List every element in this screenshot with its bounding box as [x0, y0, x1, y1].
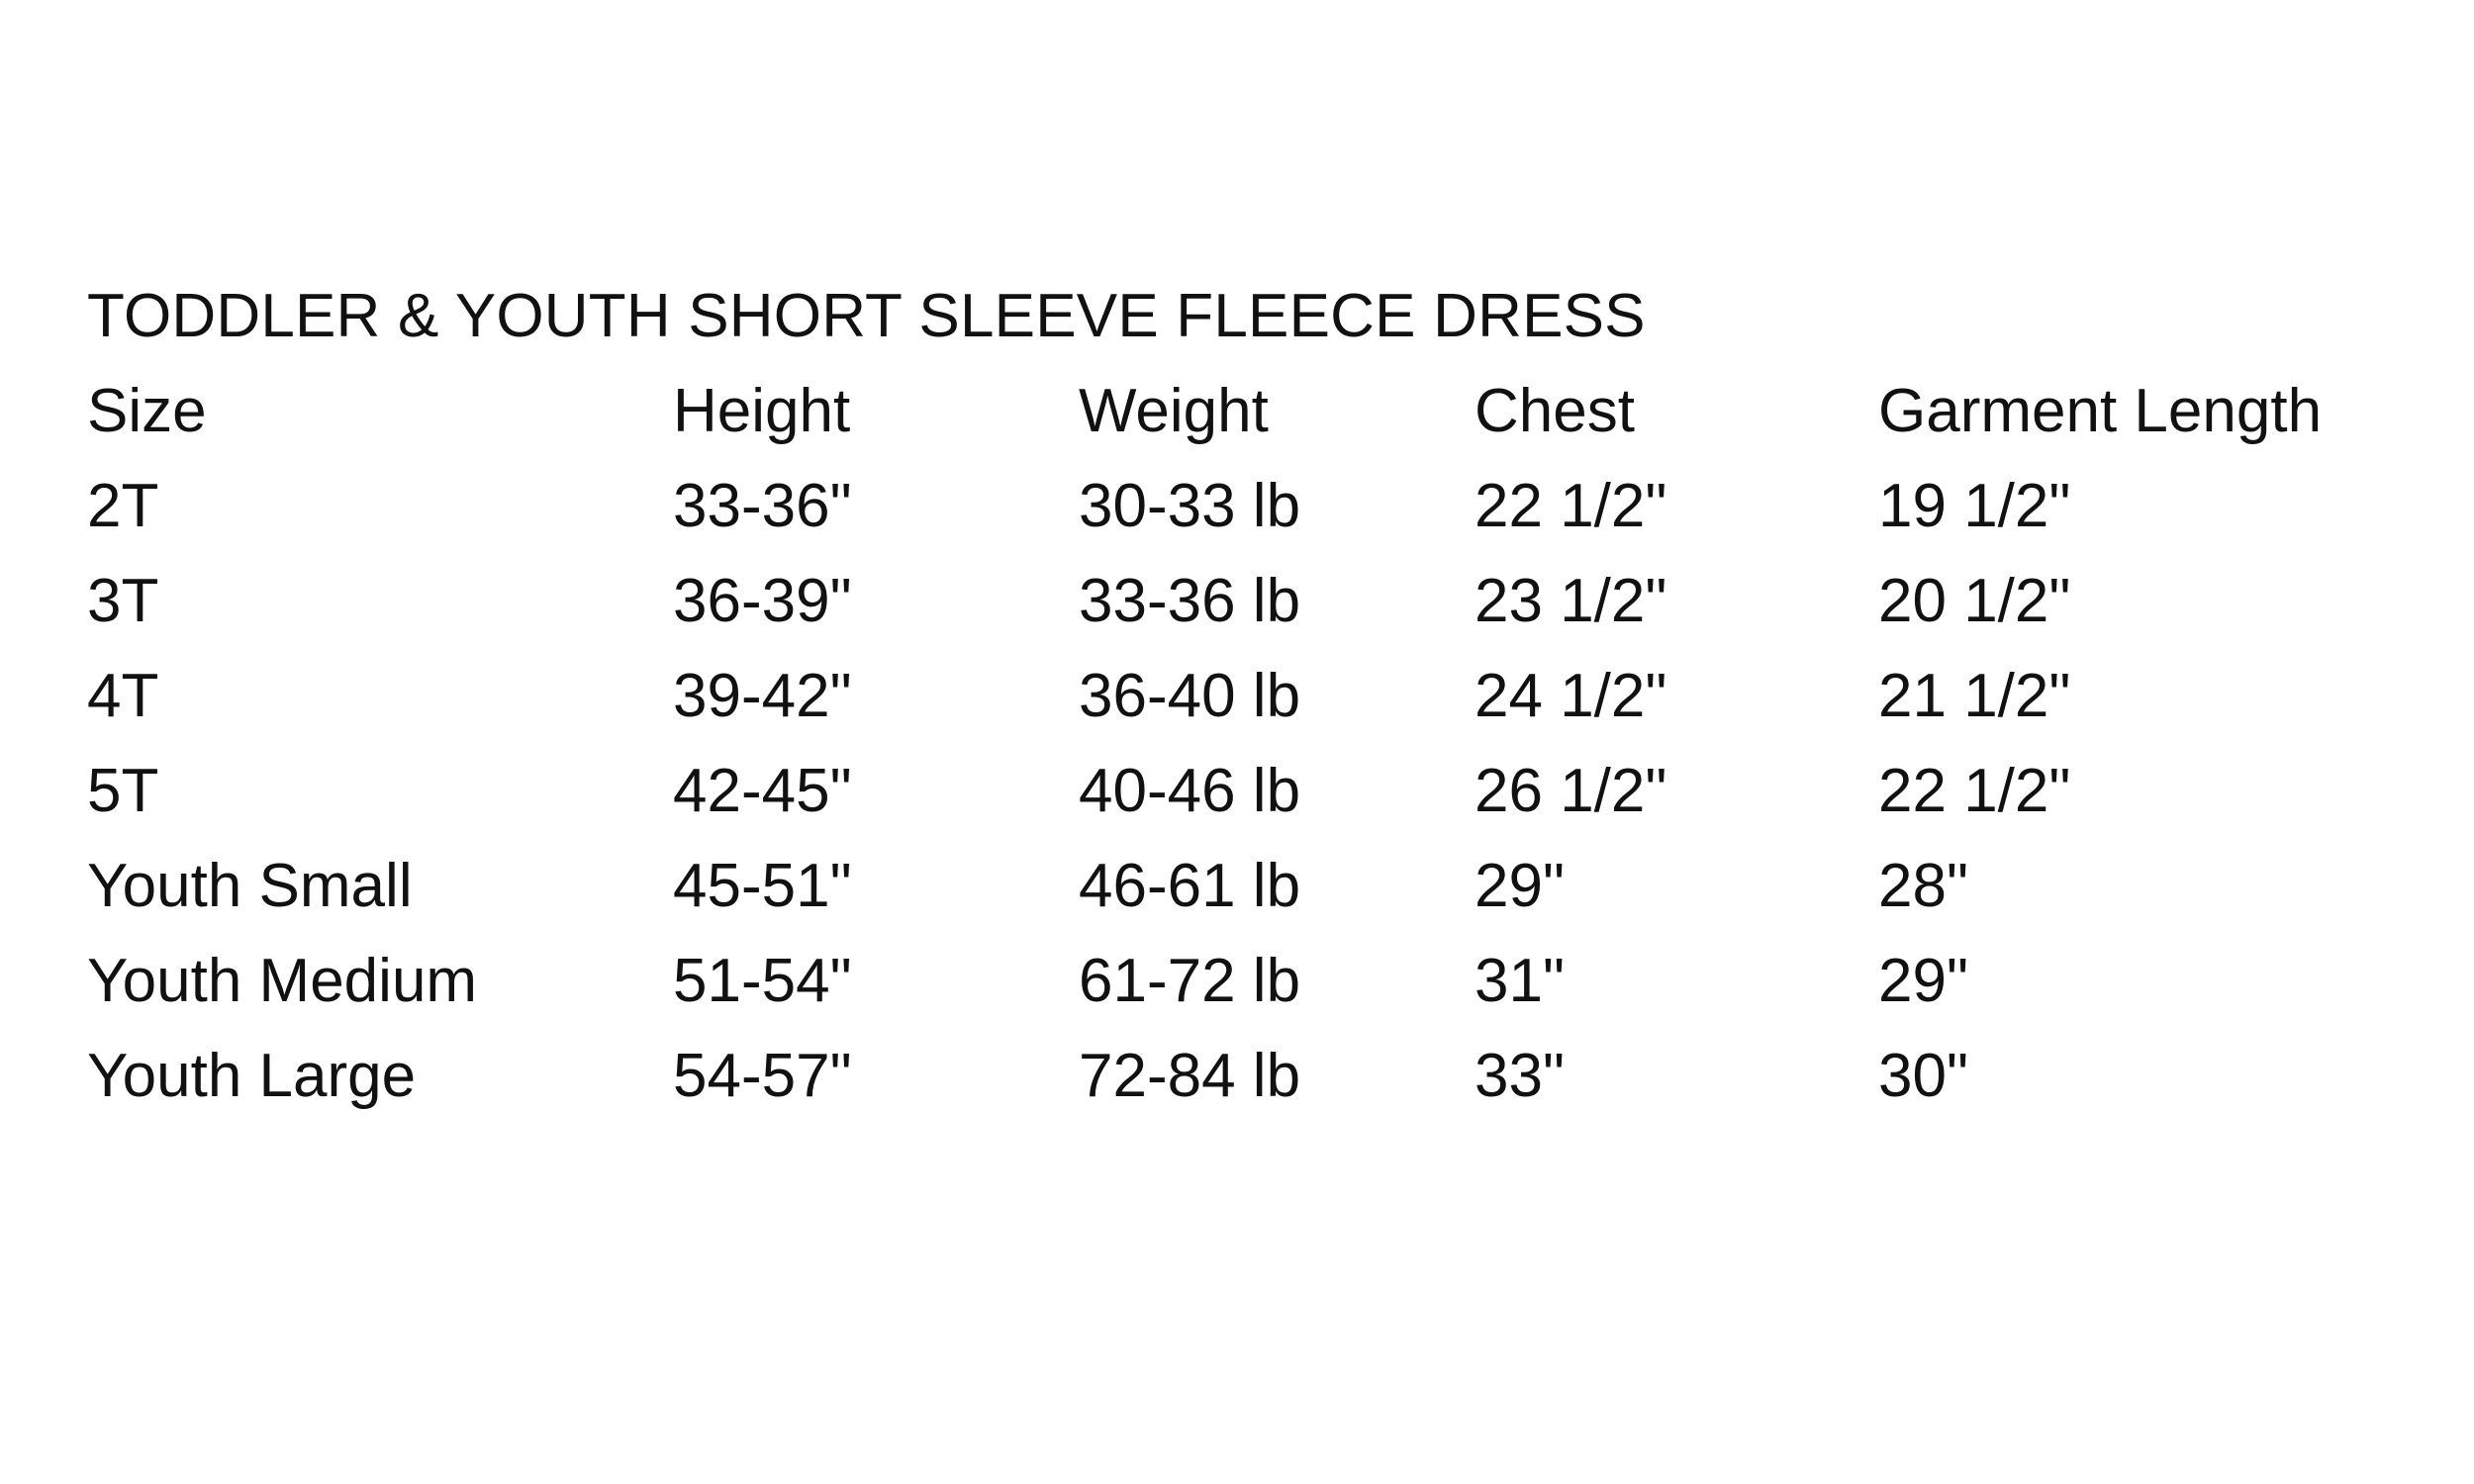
cell-garment-length: 21 1/2": [1878, 662, 2071, 730]
cell-chest: 33": [1475, 1042, 1565, 1110]
table-row: [87, 839, 2403, 934]
cell-garment-length: 22 1/2": [1878, 757, 2071, 825]
table-row: [87, 744, 2403, 839]
cell-height: 51-54": [673, 947, 852, 1015]
cell-weight: 36-40 lb: [1079, 662, 1301, 730]
cell-chest: 24 1/2": [1475, 662, 1667, 730]
cell-weight: 61-72 lb: [1079, 947, 1301, 1015]
cell-height: 54-57": [673, 1042, 852, 1110]
cell-garment-length: 20 1/2": [1878, 567, 2071, 635]
cell-size: Youth Small: [87, 852, 413, 920]
page-title: TODDLER & YOUTH SHORT SLEEVE FLEECE DRESS: [87, 282, 1646, 350]
cell-size: 5T: [87, 757, 159, 825]
cell-height: 36-39": [673, 567, 852, 635]
cell-garment-length: 19 1/2": [1878, 472, 2071, 540]
cell-size: Youth Large: [87, 1042, 417, 1110]
cell-weight: 40-46 lb: [1079, 757, 1301, 825]
column-header-height: Height: [673, 377, 851, 445]
cell-garment-length: 28": [1878, 852, 1968, 920]
cell-weight: 33-36 lb: [1079, 567, 1301, 635]
cell-height: 33-36": [673, 472, 852, 540]
table-row: [87, 554, 2403, 649]
table-row: [87, 459, 2403, 554]
cell-height: 39-42": [673, 662, 852, 730]
cell-size: Youth Medium: [87, 947, 478, 1015]
cell-chest: 22 1/2": [1475, 472, 1667, 540]
column-header-size: Size: [87, 377, 207, 445]
cell-garment-length: 29": [1878, 947, 1968, 1015]
cell-height: 42-45": [673, 757, 852, 825]
cell-size: 4T: [87, 662, 159, 730]
cell-height: 45-51": [673, 852, 852, 920]
size-chart: [87, 269, 2403, 1124]
cell-weight: 46-61 lb: [1079, 852, 1301, 920]
size-chart-table: [87, 364, 2403, 1124]
cell-chest: 31": [1475, 947, 1565, 1015]
table-header-row: [87, 364, 2403, 459]
table-row: [87, 934, 2403, 1029]
cell-size: 3T: [87, 567, 159, 635]
cell-chest: 29": [1475, 852, 1565, 920]
column-header-weight: Weight: [1079, 377, 1269, 445]
cell-weight: 72-84 lb: [1079, 1042, 1301, 1110]
cell-weight: 30-33 lb: [1079, 472, 1301, 540]
cell-size: 2T: [87, 472, 159, 540]
cell-chest: 23 1/2": [1475, 567, 1667, 635]
table-row: [87, 1029, 2403, 1124]
column-header-chest: Chest: [1475, 377, 1635, 445]
column-header-garment-length: Garment Length: [1878, 377, 2323, 445]
cell-chest: 26 1/2": [1475, 757, 1667, 825]
table-row: [87, 649, 2403, 744]
cell-garment-length: 30": [1878, 1042, 1968, 1110]
